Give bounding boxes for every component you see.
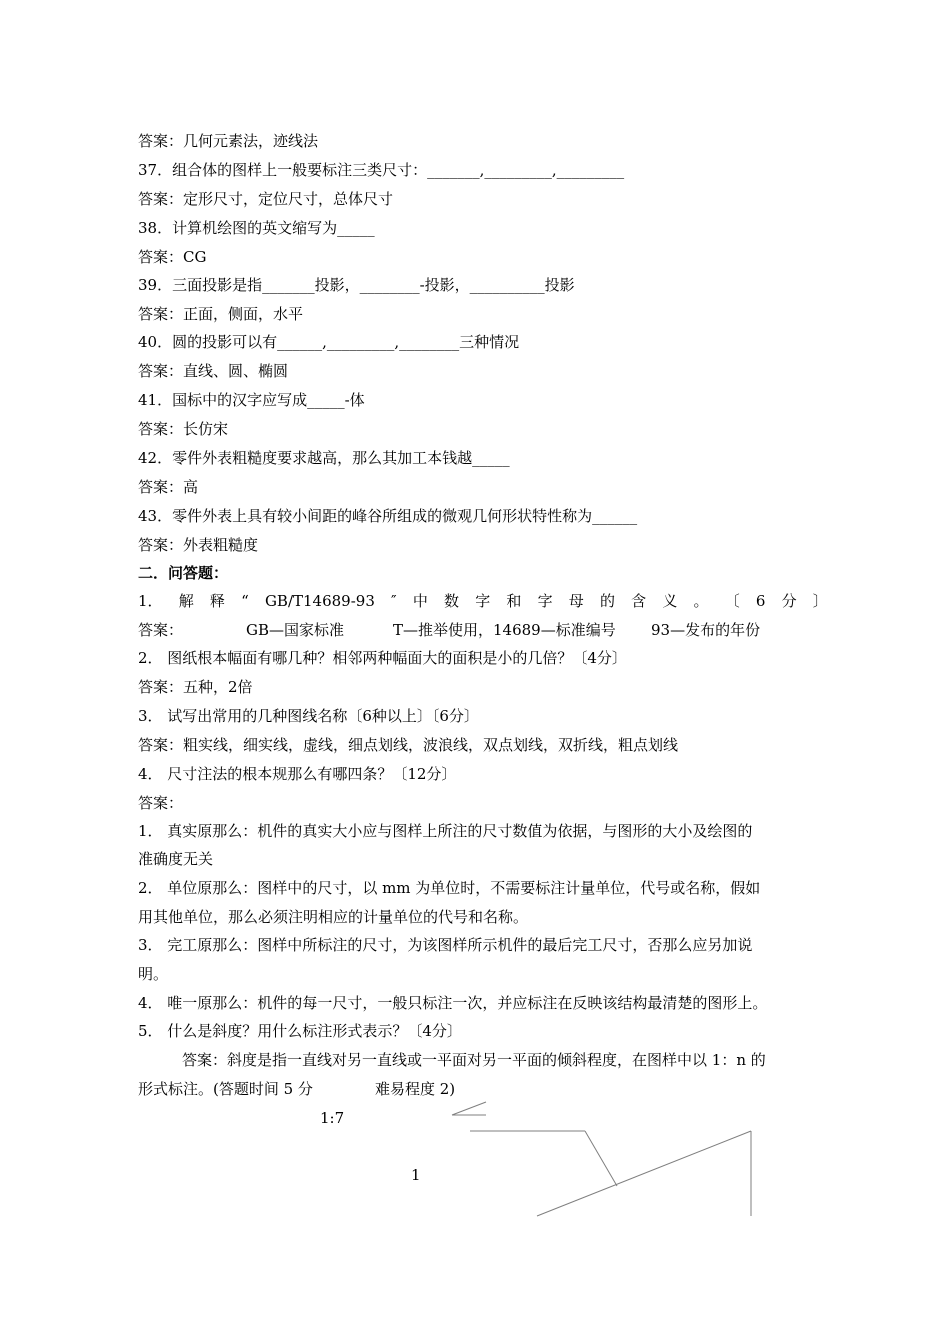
qa-question-5: 5． 什么是斜度？用什么标注形式表示？〔4分〕 xyxy=(138,1022,462,1040)
q1-part: 母 xyxy=(568,592,584,610)
answer-1-part: T—推举使用，14689—标准编号 xyxy=(393,621,616,639)
q1-part: “ xyxy=(241,592,249,610)
qa-answer-2: 答案：五种，2倍 xyxy=(138,678,253,696)
rule-3-line-2: 明。 xyxy=(138,965,169,983)
leader-line xyxy=(585,1131,617,1186)
answer-39: 答案：正面，侧面，水平 xyxy=(138,305,304,323)
answer-40: 答案：直线、圆、椭圆 xyxy=(138,362,289,380)
rule-1-line-2: 准确度无关 xyxy=(138,850,214,868)
slope-ratio-label: 1:7 xyxy=(320,1109,345,1127)
rule-2-line-2: 用其他单位，那么必须注明相应的计量单位的代号和名称。 xyxy=(138,908,529,926)
answer-37: 答案：定形尺寸，定位尺寸，总体尺寸 xyxy=(138,190,394,208)
slope-symbol-line xyxy=(452,1102,486,1115)
qa-answer-4-label: 答案： xyxy=(138,794,184,812)
q1-part: 中 xyxy=(412,592,428,610)
section-title: 二．问答题： xyxy=(138,564,229,582)
question-41: 41．国标中的汉字应写成_____-体 xyxy=(138,391,365,409)
q1-part: 1． xyxy=(138,592,163,610)
question-38: 38．计算机绘图的英文缩写为_____ xyxy=(138,219,375,237)
q1-part: 数 xyxy=(444,592,460,610)
rule-3-line-1: 3． 完工原那么：图样中所标注的尺寸，为该图样所示机件的最后完工尺寸，否那么应另加说 xyxy=(138,936,753,954)
q1-part: 字 xyxy=(537,592,553,610)
qa-answer-5-line-1: 答案：斜度是指一直线对另一直线或一平面对另一平面的倾斜程度，在图样中以 1：n 的 xyxy=(182,1051,766,1069)
q1-part: 〔 xyxy=(724,592,740,610)
qa-question-2: 2． 图纸根本幅面有哪几种？相邻两种幅面大的面积是小的几倍？〔4分〕 xyxy=(138,649,627,667)
q1-part: ″ xyxy=(391,592,397,610)
rule-4-line-1: 4． 唯一原那么：机件的每一尺寸，一般只标注一次，并应标注在反映该结构最清楚的图形上。 xyxy=(138,994,768,1012)
q1-part: 解 xyxy=(178,592,194,610)
answer-1-part: GB—国家标准 xyxy=(246,621,345,639)
q1-part: GB/T14689-93 xyxy=(264,592,375,610)
q1-part: 释 xyxy=(209,592,225,610)
slope-edge-line xyxy=(537,1131,751,1216)
answer-5-difficulty: 难易程度 2) xyxy=(375,1080,456,1098)
answer-41: 答案：长仿宋 xyxy=(138,420,229,438)
q1-part: 和 xyxy=(506,592,522,610)
answer-label: 答案： xyxy=(138,621,184,639)
question-37: 37．组合体的图样上一般要标注三类尺寸：_______,_________,_________ xyxy=(138,161,625,179)
figure-number-label: 1 xyxy=(411,1166,421,1184)
q1-part: 字 xyxy=(475,592,491,610)
answer-36: 答案：几何元素法，迹线法 xyxy=(138,132,319,150)
question-43: 43．零件外表上具有较小间距的峰谷所组成的微观几何形状特性称为______ xyxy=(138,507,638,525)
rule-1-line-1: 1． 真实原那么：机件的真实大小应与图样上所注的尺寸数值为依据，与图形的大小及绘图的 xyxy=(138,822,753,840)
answer-38: 答案：CG xyxy=(138,248,207,266)
q1-part: 6 xyxy=(755,592,766,610)
qa-question-3: 3． 试写出常用的几种图线名称〔6种以上〕〔6分〕 xyxy=(138,707,479,725)
qa-question-4: 4． 尺寸注法的根本规那么有哪四条？〔12分〕 xyxy=(138,765,457,783)
answer-43: 答案：外表粗糙度 xyxy=(138,536,259,554)
q1-part: 〕 xyxy=(812,592,828,610)
answer-42: 答案：高 xyxy=(138,478,199,496)
qa-answer-3: 答案：粗实线，细实线，虚线，细点划线，波浪线，双点划线，双折线，粗点划线 xyxy=(138,736,679,754)
answer-1-part: 93—发布的年份 xyxy=(651,621,761,639)
question-42: 42．零件外表粗糙度要求越高，那么其加工本钱越_____ xyxy=(138,449,510,467)
q1-part: 含 xyxy=(631,592,647,610)
q1-part: 。 xyxy=(693,592,709,610)
q1-part: 分 xyxy=(781,592,797,610)
answer-5-time: 形式标注。(答题时间 5 分 xyxy=(138,1080,313,1098)
q1-part: 的 xyxy=(599,592,615,610)
question-39: 39．三面投影是指_______投影，________-投影，__________投影 xyxy=(138,276,575,294)
question-40: 40．圆的投影可以有______,_________,________三种情况 xyxy=(138,333,520,351)
q1-part: 义 xyxy=(662,592,678,610)
rule-2-line-1: 2． 单位原那么：图样中的尺寸，以 mm 为单位时，不需要标注计量单位，代号或名称，假如 xyxy=(138,879,761,897)
